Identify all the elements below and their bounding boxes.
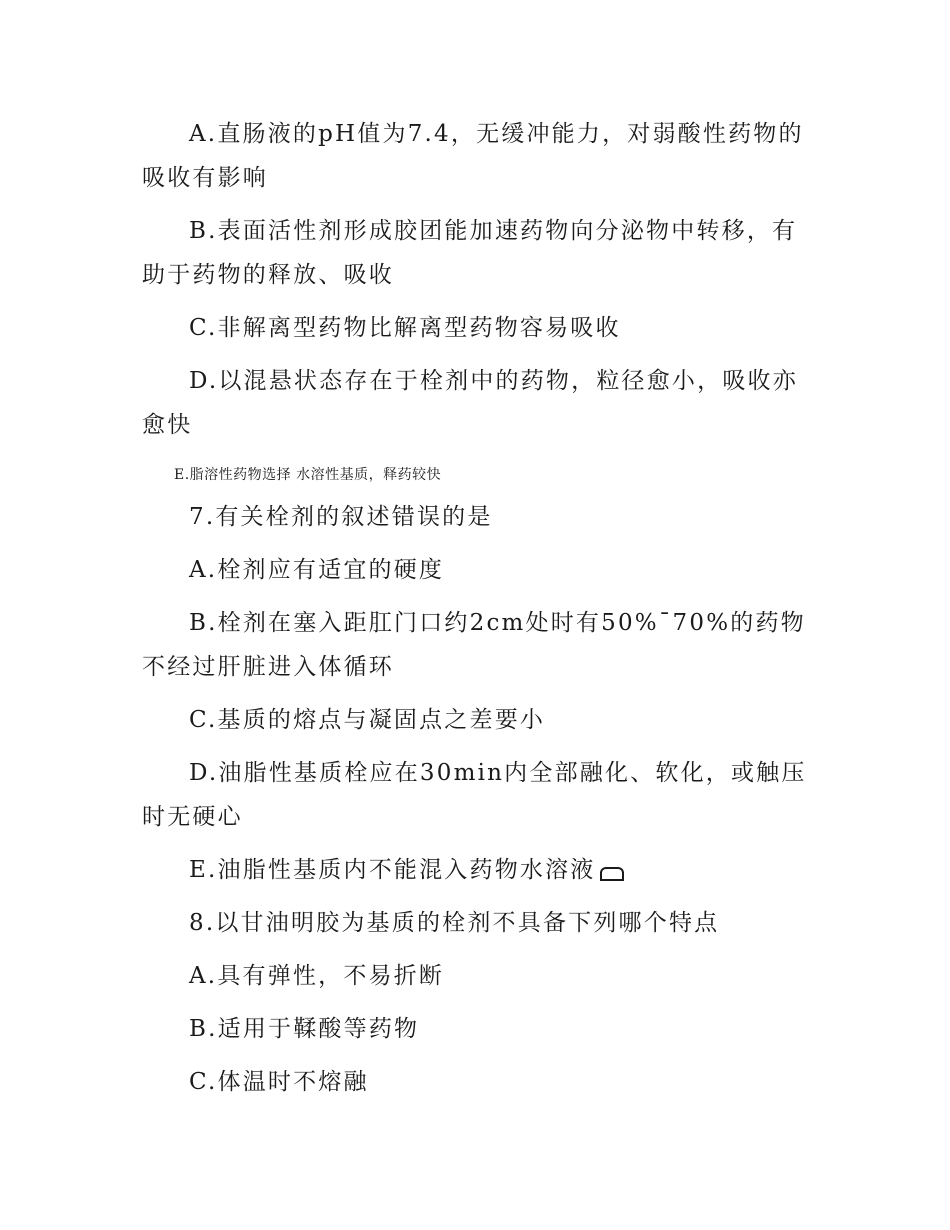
option-7e-text: E.油脂性基质内不能混入药物水溶液 (189, 857, 596, 883)
question-7-stem: 7.有关栓剂的叙述错误的是 (189, 504, 493, 530)
option-6c: C.非解离型药物比解离型药物容易吸收 (189, 315, 621, 341)
option-6d: D.以混悬状态存在于栓剂中的药物，粒径愈小，吸收亦愈快 (142, 368, 798, 438)
option-7b: B.栓剂在塞入距肛门口约2cm处时有50%¯70%的药物不经过肝脏进入体循环 (142, 610, 806, 680)
option-7e (142, 848, 812, 892)
option-7a: A.栓剂应有适宜的硬度 (189, 557, 445, 583)
option-7c: C.基质的熔点与凝固点之差要小 (189, 707, 546, 733)
option-8c: C.体温时不熔融 (189, 1069, 369, 1095)
option-7d: D.油脂性基质栓应在30min内全部融化、软化，或触压时无硬心 (142, 760, 807, 830)
bracket-mark-icon (598, 867, 626, 881)
option-8b: B.适用于鞣酸等药物 (189, 1016, 420, 1042)
option-6b: B.表面活性剂形成胶团能加速药物向分泌物中转移，有助于药物的释放、吸收 (142, 218, 798, 288)
option-6a: A.直肠液的pH值为7.4，无缓冲能力，对弱酸性药物的吸收有影响 (142, 121, 804, 191)
document-body (142, 112, 812, 1104)
option-8a: A.具有弹性，不易折断 (189, 963, 445, 989)
question-8-stem: 8.以甘油明胶为基质的栓剂不具备下列哪个特点 (189, 910, 720, 936)
option-6e: E.脂溶性药物选择 水溶性基质，释药较快 (174, 467, 442, 483)
